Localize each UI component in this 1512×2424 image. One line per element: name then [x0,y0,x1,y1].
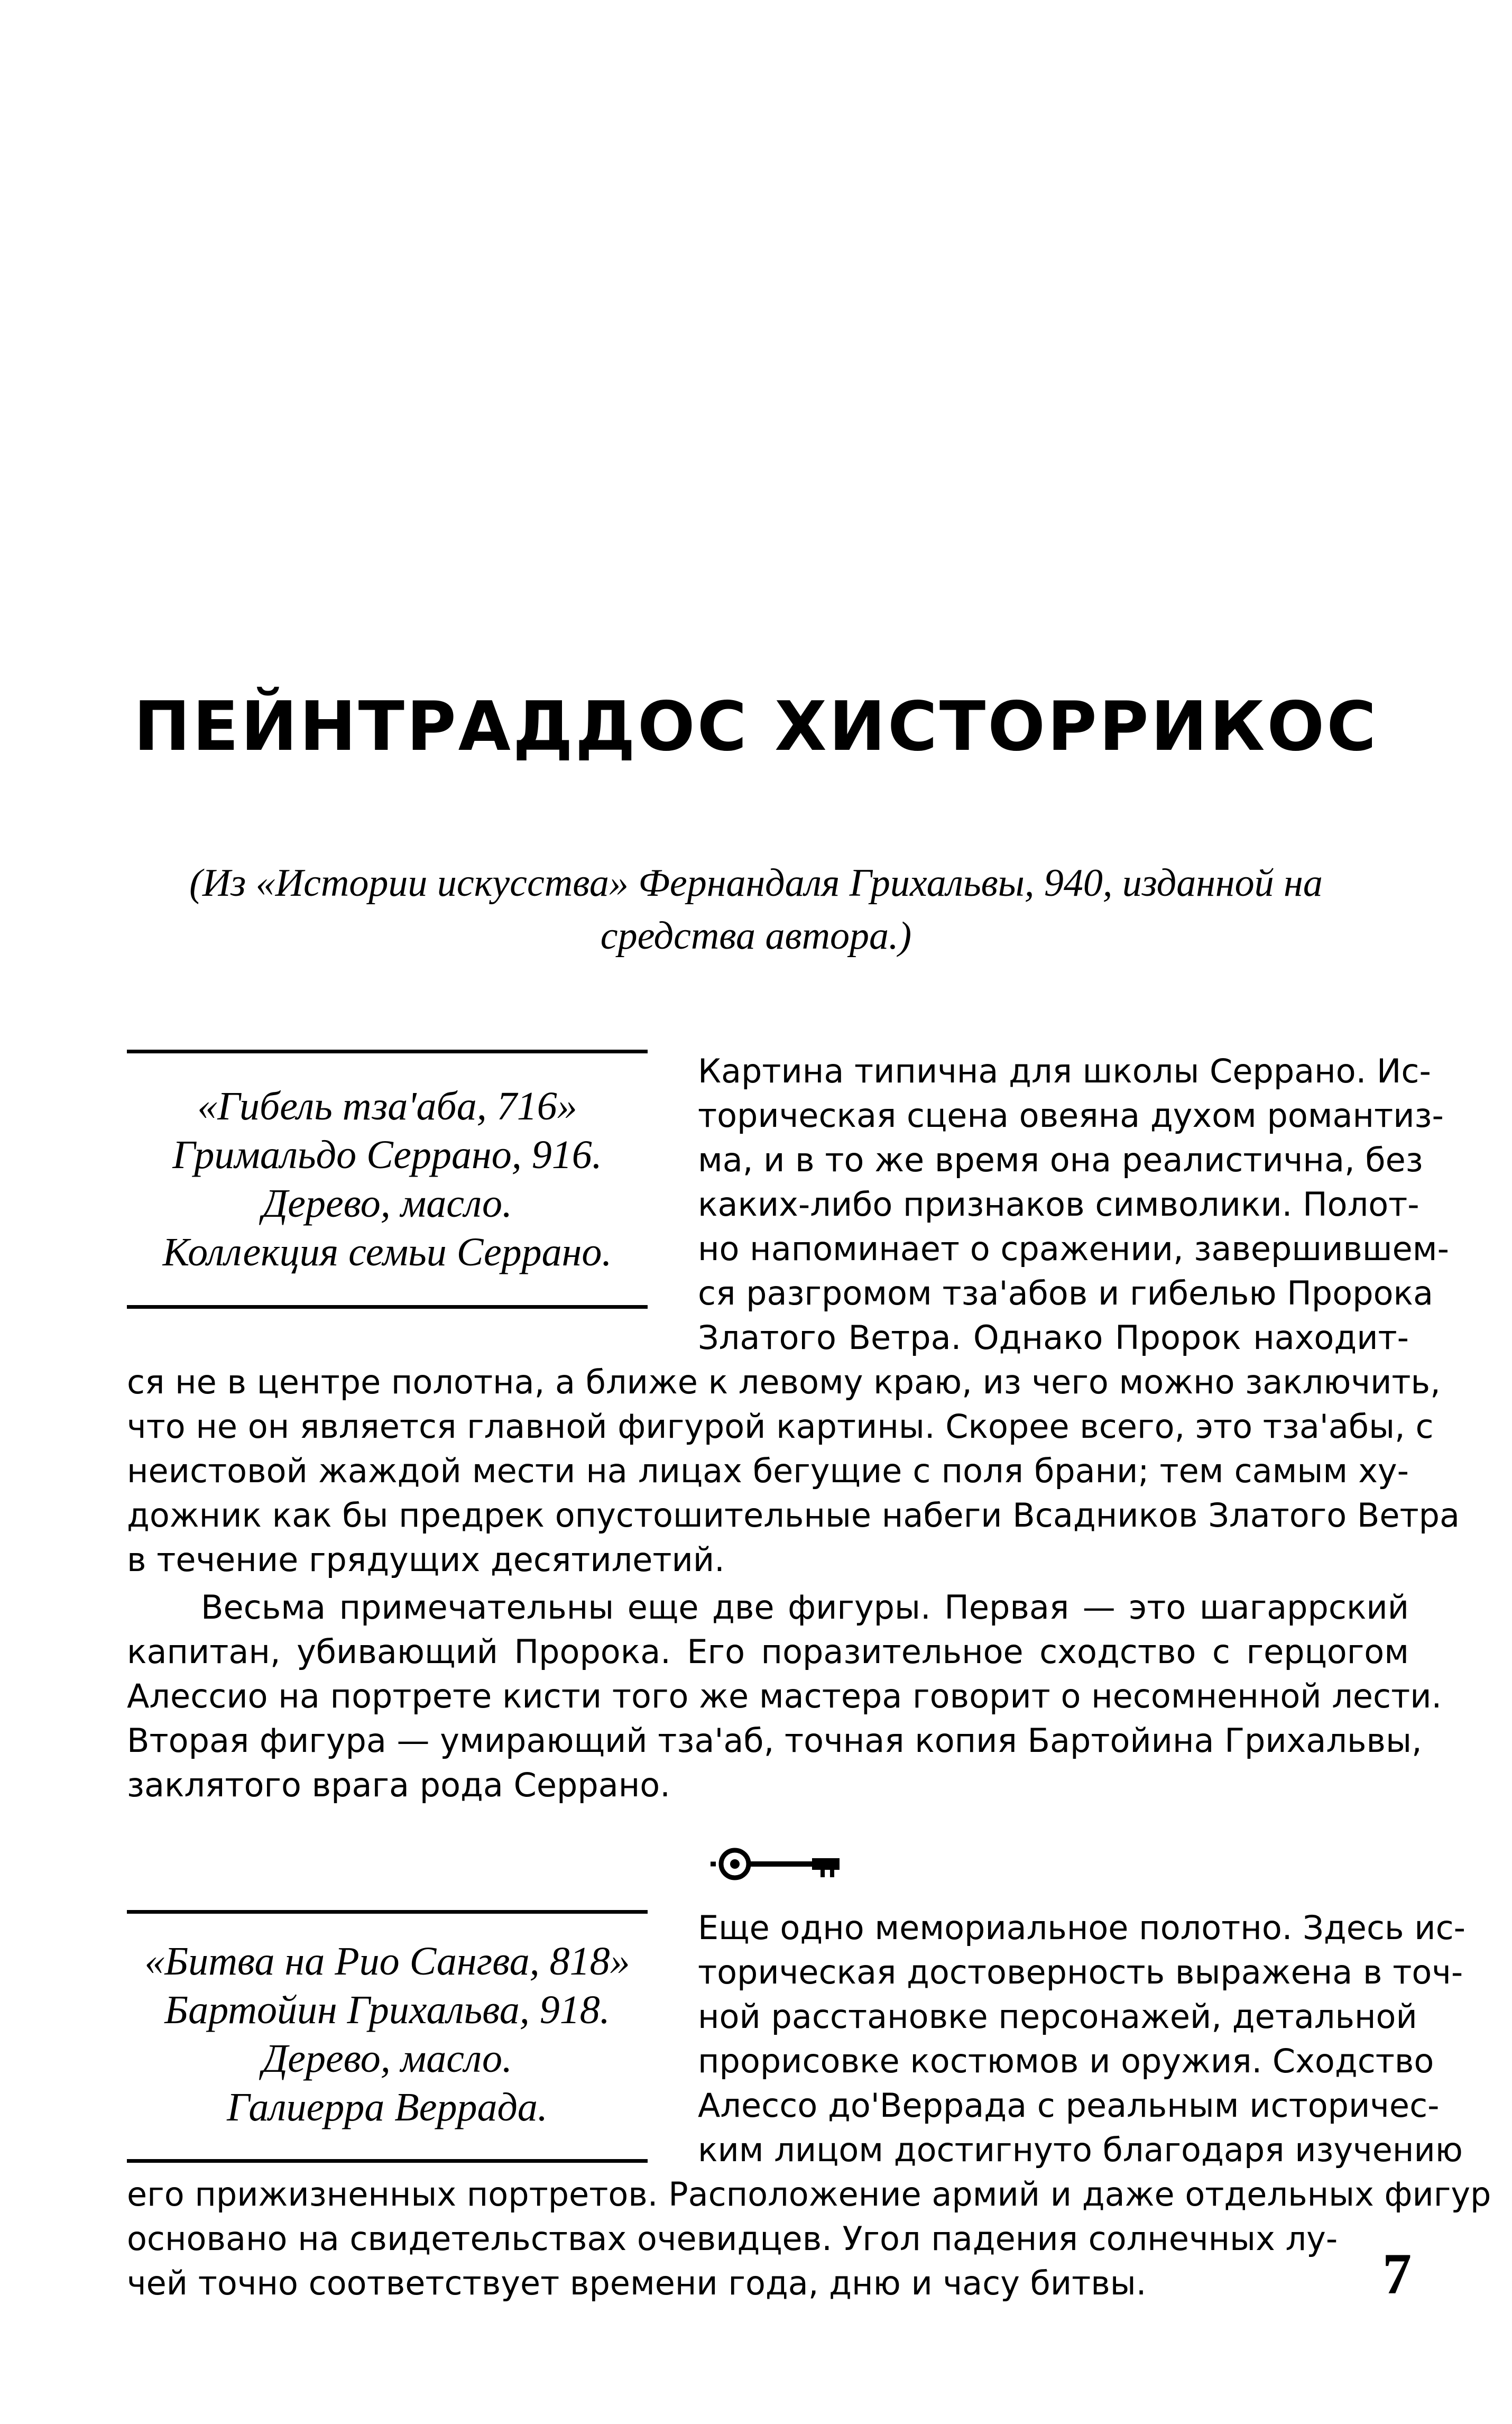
text-line: ким лицом достигнуто благодаря изучению [698,2131,1463,2169]
caption-line: Гримальдо Серрано, 916. [172,1133,602,1177]
text-line: Вторая фигура — умирающий тза'аб, точная копия Бартойина Грихальвы, [127,1721,1422,1760]
caption-line: «Битва на Рио Сангва, 818» [144,1939,630,1984]
text-line: капитан, убивающий Пророка. Его поразительное сходство с герцогом [127,1632,1409,1671]
text-line: торическая достоверность выражена в точ- [698,1953,1463,1991]
page-number: 7 [1382,2242,1412,2306]
painting-caption-2 [127,1910,648,2163]
caption-line: «Гибель тза'аба, 716» [197,1084,577,1128]
text-line: Еще одно мемориальное полотно. Здесь ис- [698,1908,1466,1947]
text-line: Алессио на портрете кисти того же мастера говорит о несомненной лести. [127,1677,1442,1715]
text-line: ма, и в то же время она реалистична, без [698,1141,1423,1179]
painting-caption-1 [127,1050,648,1309]
text-line: его прижизненных портретов. Расположение армий и даже отдельных фигур [127,2175,1491,2214]
epigraph [127,857,1385,962]
text-line: чей точно соответствует времени года, дню и часу битвы. [127,2264,1147,2302]
text-line: ся разгромом тза'абов и гибелью Пророка [698,1274,1433,1312]
text-line: в течение грядущих десятилетий. [127,1540,725,1579]
text-line: торическая сцена овеяна духом романтиз- [698,1096,1444,1135]
text-line: прорисовке костюмов и оружия. Сходство [698,2042,1434,2080]
text-line: неистовой жаждой мести на лицах бегущие с поля брани; тем самым ху- [127,1452,1409,1490]
caption-rule-top [127,1910,648,1914]
caption-line: Бартойин Грихальва, 918. [164,1988,610,2032]
text-line: ся не в центре полотна, а ближе к левому краю, из чего можно заключить, [127,1363,1441,1401]
epigraph-line: (Из «Истории искусства» Фернандаля Грихальвы, 940, изданной на [189,861,1323,905]
caption-rule-top [127,1050,648,1053]
caption-rule-bottom [127,1305,648,1309]
text-line: дожник как бы предрек опустошительные набеги Всадников Златого Ветра [127,1496,1460,1535]
key-ornament-icon [708,1840,846,1888]
text-line: заклятого врага рода Серрано. [127,1766,670,1804]
text-line: Златого Ветра. Однако Пророк находит- [698,1318,1409,1357]
caption-line: Коллекция семьи Серрано. [162,1230,612,1274]
text-line: но напоминает о сражении, завершившем- [698,1229,1449,1268]
caption-line: Дерево, масло. [262,2036,513,2081]
text-line: Весьма примечательны еще две фигуры. Первая — это шагаррский [201,1588,1409,1627]
caption-line: Дерево, масло. [262,1181,513,1226]
text-line: основано на свидетельствах очевидцев. Угол падения солнечных лу- [127,2219,1338,2258]
epigraph-line: средства автора.) [600,914,912,958]
caption-rule-bottom [127,2159,648,2163]
chapter-title: ПЕЙНТРАДДОС ХИСТОРРИКОС [133,687,1379,766]
text-line: что не он является главной фигурой картины. Скорее всего, это тза'абы, с [127,1407,1434,1446]
caption-line: Галиерра Веррада. [227,2085,548,2129]
text-line: каких-либо признаков символики. Полот- [698,1185,1419,1224]
text-line: Алессо до'Веррада с реальным историчес- [698,2086,1440,2125]
text-line: Картина типична для школы Серрано. Ис- [698,1052,1431,1090]
text-line: ной расстановке персонажей, детальной [698,1997,1417,2036]
